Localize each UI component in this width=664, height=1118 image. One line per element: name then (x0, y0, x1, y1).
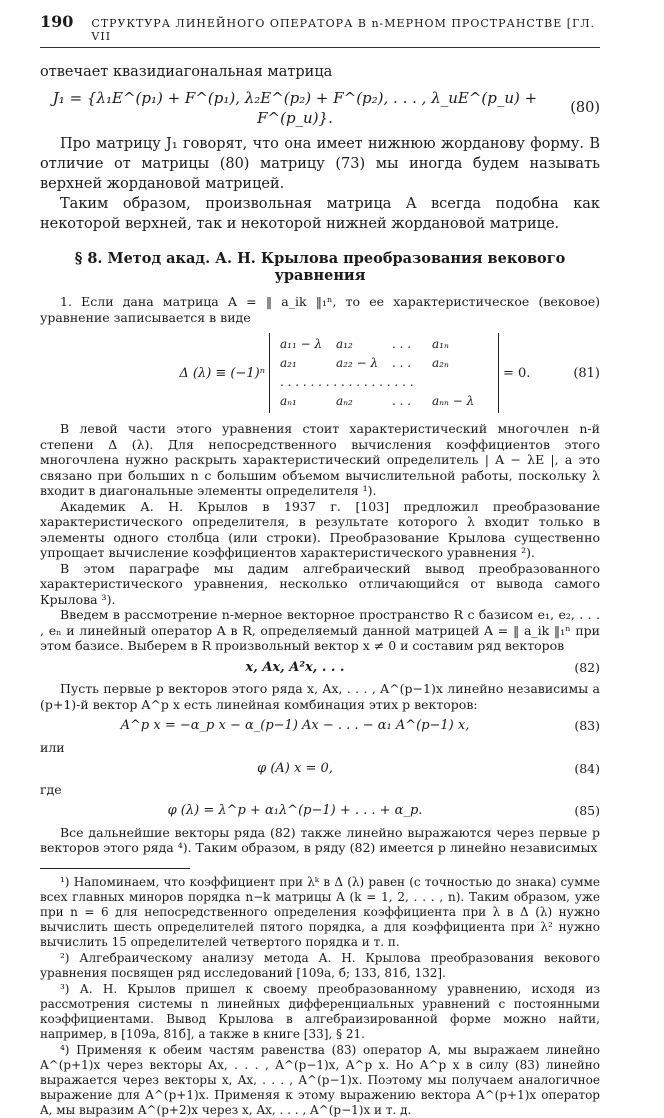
determinant-row (280, 354, 488, 373)
paragraph-char-equation: 1. Если дана матрица A = ‖ a_ik ‖₁ⁿ, то ее характеристическое (вековое) уравнение записывается в виде (40, 294, 600, 325)
footnote-divider (40, 868, 190, 869)
determinant-lhs: Δ (λ) ≡ (−1)ⁿ (179, 365, 265, 381)
footnote-2: ²) Алгебраическому анализу метода А. Н. Крылова преобразования векового уравнения посвящен ряд исследований [109а, б; 133, 81б, 132]. (40, 950, 600, 980)
matrix-cell: . . . (392, 337, 412, 351)
paragraph-similarity: Таким образом, произвольная матрица A всегда подобна как некоторой верхней, так и некоторой нижней жордановой матрице. (40, 196, 600, 232)
footnote-3: ³) А. Н. Крылов пришел к своему преобразованному уравнению, исходя из рассмотрения системы n линейных дифференциальных уравнений с постоянными коэффициентами. Вывод Крылова в алгебраизированной форме можно найти, например, в [109а, 81б], а также в книге [33], § 21. (40, 981, 600, 1041)
equation-85 (40, 803, 600, 819)
paragraph-char-polynomial: В левой части этого уравнения стоит характеристический многочлен n-й степени Δ (λ). Для непосредственного вычисления коэффициентов этого многочлена нужно раскрыть характеристический определитель | A − λE |, а это связано при больших n с большим объемом вычислительной работы, поскольку λ входит в диагональные элементы определителя ¹). (40, 421, 600, 498)
matrix-cell: . . . (392, 394, 412, 408)
paragraph-vector-space: Введем в рассмотрение n-мерное векторное пространство R с базисом e₁, e₂, . . . , eₙ и линейный оператор A в R, определяемый данной матрицей A = ‖ a_ik ‖₁ⁿ при этом базисе. Выберем в R произвольный вектор x ≠ 0 и составим ряд векторов (40, 607, 600, 653)
equation-81 (40, 333, 600, 413)
matrix-cell: aₙ₁ (280, 394, 297, 408)
equation-84-number: (84) (574, 760, 600, 776)
matrix-cell: a₁ₙ (432, 337, 449, 351)
matrix-cell: aₙ₂ (336, 394, 353, 408)
page (40, 12, 600, 1118)
matrix-cell: a₂₂ − λ (336, 356, 379, 370)
equation-80 (40, 88, 600, 128)
page-header (40, 12, 600, 48)
equation-83-number: (83) (574, 718, 600, 733)
equation-84-formula: φ (A) x = 0, (257, 760, 333, 776)
intro-line: отвечает квазидиагональная матрица (40, 64, 333, 80)
section-title: § 8. Метод акад. А. Н. Крылова преобразования векового уравнения (74, 250, 566, 284)
footnote-4: ⁴) Применяя к обеим частям равенства (83) оператор A, мы выражаем линейно A^(p+1)x через векторы Ax, . . . , A^(p−1)x, A^p x. Но A^p x в силу (83) линейно выражается через векторы x, Ax, . . . , A^(p−1)x. Поэтому мы получаем аналогичное выражение для A^(p+1)x. Применяя к этому выражению вектора A^(p+1)x оператор A, мы выразим A^(p+2)x через x, Ax, . . . , A^(p−1)x и т. д. (40, 1042, 600, 1117)
matrix-cell: a₁₂ (336, 337, 353, 351)
footnote-1: ¹) Напоминаем, что коэффициент при λᵏ в Δ (λ) равен (с точностью до знака) сумме всех главных миноров порядка n−k матрицы A (k = 1, 2, . . . , n). Таким образом, уже при n = 6 для непосредственного определения коэффициента при λ в Δ (λ) нужно вычислить шесть определителей пятого порядка, а для коэффициента при λ² нужно вычислить 15 определителей четвертого порядка и т. п. (40, 874, 600, 949)
equation-81-number: (81) (573, 365, 600, 381)
determinant-row (280, 335, 488, 354)
label-where: где (40, 782, 62, 797)
running-title: СТРУКТУРА ЛИНЕЙНОГО ОПЕРАТОРА В n-МЕРНОМ ПРОСТРАНСТВЕ [ГЛ. VII (91, 17, 596, 43)
paragraph-derivation: В этом параграфе мы дадим алгебраический вывод преобразованного характеристического уравнения, несколько отличающийся от вывода самого Крылова ³). (40, 560, 600, 607)
paragraph-krylov: Академик А. Н. Крылов в 1937 г. [103] предложил преобразование характеристического определителя, в результате которого λ входит только в элементы одного столбца (или строки). Преобразование Крылова существенно упрощает вычисление коэффициентов характеристического уравнения ²). (40, 498, 600, 560)
equation-83 (40, 718, 600, 734)
equation-84 (40, 761, 600, 777)
page-number: 190 (40, 12, 74, 31)
determinant-dots-row: . . . . . . . . . . . . . . . . . . (280, 375, 414, 389)
paragraph-further-vectors: Все дальнейшие векторы ряда (82) также линейно выражаются через первые p векторов этого ряда ⁴). Таким образом, в ряду (82) имеется p линейно независимых (40, 824, 600, 855)
matrix-cell: . . . (392, 356, 412, 370)
equation-85-number: (85) (574, 803, 600, 818)
determinant-row (280, 392, 488, 411)
equation-82 (40, 660, 600, 676)
matrix-cell: a₂ₙ (432, 356, 449, 370)
matrix-cell: aₙₙ − λ (432, 394, 475, 408)
matrix-cell: a₁₁ − λ (280, 337, 323, 351)
equation-83-formula: A^p x = −α_p x − α_(p−1) Ax − . . . − α₁ A^(p−1) x, (120, 718, 470, 733)
determinant-rhs: = 0. (503, 365, 531, 381)
matrix-cell: a₂₁ (280, 356, 297, 370)
equation-80-number: (80) (570, 100, 600, 116)
equation-80-formula: J₁ = {λ₁E^(p₁) + F^(p₁), λ₂E^(p₂) + F^(p₂), . . . , λ_uE^(p_u) + F^(p_u)}. (52, 89, 538, 127)
determinant-matrix (269, 333, 499, 413)
equation-82-formula: x, Ax, A²x, . . . (245, 659, 345, 675)
equation-85-formula: φ (λ) = λ^p + α₁λ^(p−1) + . . . + α_p. (167, 803, 423, 818)
paragraph-linear-independence: Пусть первые p векторов этого ряда x, Ax, . . . , A^(p−1)x линейно независимы а (p+1)-й вектор A^p x есть линейная комбинация этих p векторов: (40, 681, 600, 712)
equation-82-number: (82) (574, 659, 600, 675)
paragraph-lower-jordan: Про матрицу J₁ говорят, что она имеет нижнюю жорданову форму. В отличие от матрицы (80) матрицу (73) мы иногда будем называть верхней жордановой матрицей. (40, 136, 600, 192)
label-or: или (40, 739, 65, 755)
